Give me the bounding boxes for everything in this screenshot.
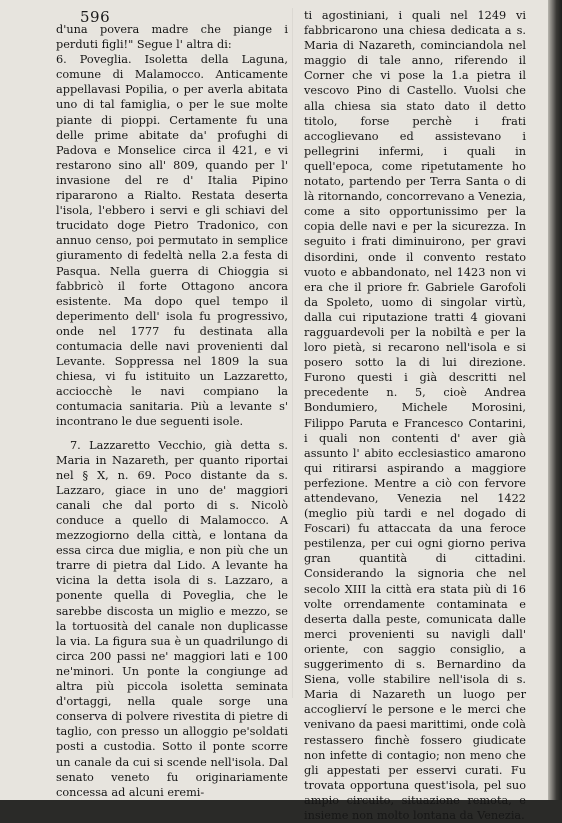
column-gutter bbox=[292, 8, 293, 698]
left-column bbox=[56, 22, 288, 800]
right-column bbox=[304, 8, 526, 823]
intro-paragraph: d'una povera madre che piange i perduti figli!" Segue l' altra di: bbox=[56, 23, 288, 52]
page-number: 596 bbox=[80, 8, 111, 26]
paragraph-gap bbox=[56, 430, 288, 438]
entry-poveglia: 6. Poveglia. Isoletta della Laguna, comune di Malamocco. Anticamente appellavasi Popilia, o per averla abitata uno di tal famiglia, o per le sue molte piante di pioppi. Certamente fu una delle prime abitate da' profughi di Padova e Monselice circa il 421, e vi restarono sino all' 809, quando per l' invasione del re d' Italia Pipino ripararono a Rialto. Restata deserta l'isola, l'ebbero i servi e gli schiavi del trucidato doge Pietro Tradonico, con annuo censo, poi permutato in semplice giuramento di fedeltà nella 2.a festa di Pasqua. Nella guerra di Chioggia si fabbricò il forte Ottagono ancora esistente. Ma dopo quel tempo il deperimento dell' isola fu progressivo, onde nel 1777 fu destinata alla contumacia delle navi provenienti dal Levante. Soppressa nel 1809 la sua chiesa, vi fu istituito un Lazzaretto, acciocchè le navi compiano la contumacia sanitaria. Più a levante s' incontrano le due seguenti isole. bbox=[56, 53, 288, 429]
scan-edge-shadow bbox=[548, 0, 562, 800]
entry-lazzaretto-vecchio: 7. Lazzaretto Vecchio, già detta s. Maria in Nazareth, per quanto riportai nel § X, n. 69. Poco distante da s. Lazzaro, giace in uno de' maggiori canali che dal porto di s. Nicolò conduce a quello di Malamocco. A mezzogiorno della città, e lontana da essa circa due miglia, e non più che un trarre di pietra dal Lido. A levante ha vicina la detta isola di s. Lazzaro, a ponente quella di Poveglia, che le sarebbe discosta un miglio e mezzo, se la tortuosità del canale non duplicasse la via. La figura sua è un quadrilungo di circa 200 passi ne' maggiori lati e 100 ne'minori. Un ponte la congiunge ad altra più piccola isoletta seminata d'ortaggi, nella quale sorge una conserva di polvere rivestita di pietre di taglio, con presso un alloggio pe'soldati posti a custodia. Sotto il ponte scorre un canale da cui si scende nell'isola. Dal senato veneto fu originariamente concessa ad alcuni eremi- bbox=[56, 438, 288, 799]
right-column-text: ti agostiniani, i quali nel 1249 vi fabbricarono una chiesa dedicata a s. Maria di Nazareth, cominciandola nel maggio di tale anno, riferendo il Corner che vi pose la 1.a pietra il vescovo Pino di Castello. Vuolsi che alla chiesa sia stato dato il detto titolo, forse perchè i frati accoglievano ed assistevano i pellegrini infermi, i quali in quell'epoca, come ripetutamente ho notato, partendo per Terra Santa o di là ritornando, concorrevano a Venezia, come a sito opportunissimo per la copia delle navi e per la sicurezza. In seguito i frati diminuirono, per gravi disordini, onde il convento restato vuoto e abbandonato, nel 1423 non vi era che il priore fr. Gabriele Garofoli da Spoleto, uomo di singolar virtù, dalla cui riputazione tratti 4 giovani ragguardevoli per la nobiltà e per la loro pietà, si recarono nell'isola e si posero sotto la di lui direzione. Furono questi i già descritti nel precedente n. 5, cioè Andrea Bondumiero, Michele Morosini, Filippo Paruta e Francesco Contarini, i quali non contenti d' aver già assunto l' abito ecclesiastico amarono qui ritirarsi aspirando a maggiore perfezione. Mentre a ciò con fervore attendevano, Venezia nel 1422 (meglio più tardi e nel dogado di Foscari) fu attaccata da una feroce pestilenza, per cui ogni giorno periva gran quantità di cittadini. Considerando la signoria che nel secolo XIII la città era stata più di 16 volte orrendamente contaminata e deserta dalla peste, comunicata dalle merci provenienti su navigli dall' oriente, con saggio consiglio, a suggerimento di s. Bernardino da Siena, volle stabilire nell'isola di s. Maria di Nazareth un luogo per accoglierví le persone e le merci che venivano da paesi marittimi, onde colà restassero finchè fossero giudicate non infette di contagio; non meno che gli appestati per esservi curati. Fu trovata opportuna quest'isola, pel suo ampio circuito, situazione remota, e insieme non molto lontana da Venezia. bbox=[304, 9, 526, 822]
